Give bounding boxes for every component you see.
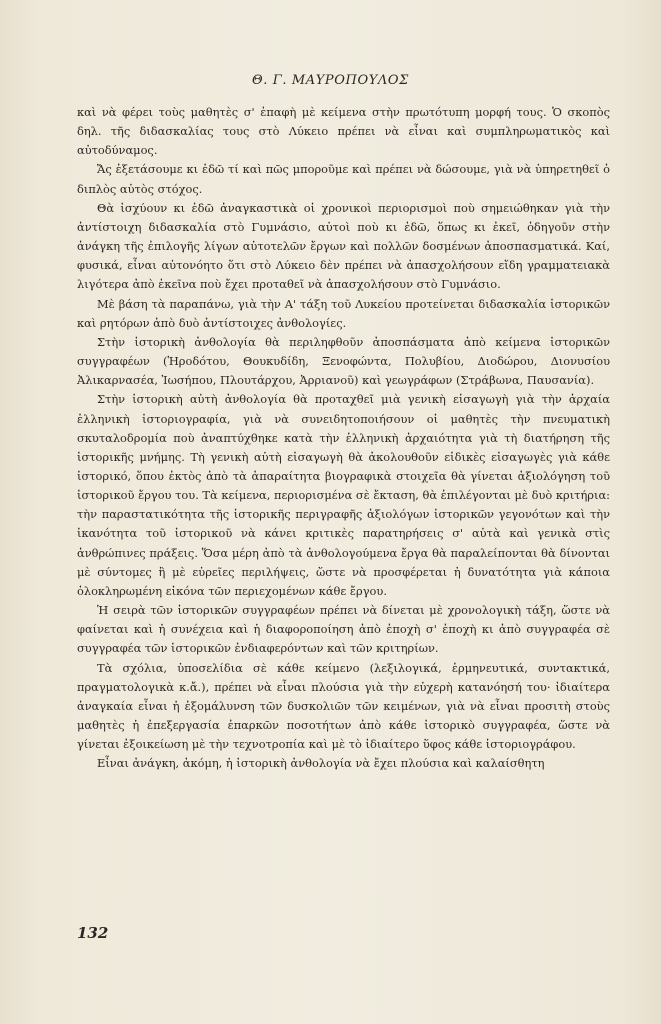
page-number: 132 — [77, 924, 109, 942]
paragraph-4: Μὲ βάση τὰ παραπάνω, γιὰ τὴν Α' τάξη τοῦ Λυκείου προτείνεται διδασκαλία ἱστορικῶν καὶ ρητόρων ἀπὸ δυὸ ἀντίστοιχες ἀνθολογίες. — [77, 296, 610, 330]
running-header: Θ. Γ. ΜΑΥΡΟΠΟΥΛΟΣ — [252, 73, 409, 88]
paragraph-2: Ἄς ἐξετάσουμε κι ἐδῶ τί καὶ πῶς μποροῦμε καὶ πρέπει νὰ δώσουμε, γιὰ νὰ ὑπηρετηθεῖ ὁ διπλὸς αὐτὸς στόχος. — [77, 162, 610, 196]
paragraph-8: Τὰ σχόλια, ὑποσελίδια σὲ κάθε κείμενο (λεξιλογικά, ἑρμηνευτικά, συντακτικά, πραγματολογικὰ κ.ἄ.), πρέπει νὰ εἶναι πλούσια γιὰ τὴν εὐχερὴ κατανόησή του· ἰδιαίτερα ἀναγκαία εἶναι ἡ ἐξομάλυνση τῶν δυσκολιῶν τῶν κειμένων, γιὰ νὰ εἶναι προσιτὴ στοὺς μαθητὲς ἡ ἐπεξεργασία ἐπαρκῶν ποσοτήτων ἀπὸ κάθε ἱστορικὸ συγγραφέα, ὥστε νὰ γίνεται ἐξοικείωση μὲ τὴν τεχνοτροπία καὶ μὲ τὸ ἰδιαίτερο ὕφος κάθε ἱστοριογράφου. — [77, 660, 610, 752]
paragraph-9: Εἶναι ἀνάγκη, ἀκόμη, ἡ ἱστορικὴ ἀνθολογία νὰ ἔχει πλούσια καὶ καλαίσθητη — [97, 756, 545, 771]
paragraph-1: καὶ νὰ φέρει τοὺς μαθητὲς σ' ἐπαφὴ μὲ κείμενα στὴν πρωτότυπη μορφή τους. Ὁ σκοπὸς δηλ. τῆς διδασκαλίας τους στὸ Λύκειο πρέπει νὰ εἶναι καὶ συμπληρωματικὸς καὶ αὐτοδύναμος. — [77, 105, 610, 158]
paragraph-5: Στὴν ἱστορικὴ ἀνθολογία θὰ περιληφθοῦν ἀποσπάσματα ἀπὸ κείμενα ἱστορικῶν συγγραφέων (Ἡροδότου, Θουκυδίδη, Ξενοφώντα, Πολυβίου, Διοδώρου, Διονυσίου Ἀλικαρνασέα, Ἰωσήπου, Πλουτάρχου, Ἀρριανοῦ) καὶ γεωγράφων (Στράβωνα, Παυσανία). — [77, 334, 610, 388]
body-text — [77, 103, 610, 773]
paragraph-7: Ἡ σειρὰ τῶν ἱστορικῶν συγγραφέων πρέπει νὰ δίνεται μὲ χρονολογικὴ τάξη, ὥστε νὰ φαίνεται καὶ ἡ συνέχεια καὶ ἡ διαφοροποίηση ἀπὸ ἐποχὴ σ' ἐποχὴ κι ἀπὸ συγγραφέα σὲ συγγραφέα τῶν ἱστορικῶν ἐνδιαφερόντων καὶ τῶν κριτηρίων. — [77, 603, 610, 656]
paragraph-3: Θὰ ἰσχύουν κι ἐδῶ ἀναγκαστικὰ οἱ χρονικοὶ περιορισμοὶ ποὺ σημειώθηκαν γιὰ τὴν ἀντίστοιχη διδασκαλία στὸ Γυμνάσιο, αὐτοὶ ποὺ κι ἐδῶ, ὅπως κι ἐκεῖ, ὁδηγοῦν στὴν ἀνάγκη τῆς ἐπιλογῆς λίγων αὐτοτελῶν ἔργων καὶ πολλῶν δοσμένων ἀποσπασματικά. Καί, φυσικά, εἶναι αὐτονόητο ὅτι στὸ Λύκειο δὲν πρέπει νὰ ἀπασχολήσουν εἴδη γραμματειακὰ λιγότερα ἀπὸ ἐκεῖνα ποὺ ἔχει προταθεῖ νὰ ἀπασχολήσουν στὸ Γυμνάσιο. — [77, 200, 610, 292]
paragraph-6: Στὴν ἱστορικὴ αὐτὴ ἀνθολογία θὰ προταχθεῖ μιὰ γενικὴ εἰσαγωγὴ γιὰ τὴν ἀρχαία ἑλληνικὴ ἱστοριογραφία, γιὰ νὰ συνειδητοποιήσουν οἱ μαθητὲς τὴν πνευματικὴ σκυταλοδρομία ποὺ ἀναπτύχθηκε κατὰ τὴν ἑλληνικὴ ἀρχαιότητα γιὰ τὴ διατήρηση τῆς ἱστορικῆς μνήμης. Τὴ γενικὴ αὐτὴ εἰσαγωγὴ θὰ ἀκολουθοῦν εἰδικὲς εἰσαγωγὲς γιὰ κάθε ἱστορικό, ὅπου ἐκτὸς ἀπὸ τὰ ἀπαραίτητα βιογραφικὰ στοιχεῖα θὰ γίνεται ἀξιολόγηση τοῦ ἱστορικοῦ ἔργου του. Τὰ κείμενα, περιορισμένα σὲ ἔκταση, θὰ ἐπιλέγονται μὲ δυὸ κριτήρια: τὴν παραστατικότητα τῆς ἱστορικῆς περιγραφῆς ἀξιολόγων ἱστορικῶν γεγονότων καὶ τὴν ἱκανότητα τοῦ ἱστορικοῦ νὰ κάνει κριτικὲς παρατηρήσεις σ' αὐτὰ καὶ γενικὰ στὶς ἀνθρώπινες πράξεις. Ὅσα μέρη ἀπὸ τὰ ἀνθολογούμενα ἔργα θὰ παραλείπονται θὰ δίνονται μὲ σύντομες ἢ μὲ εὐρεῖες περιλήψεις, ὥστε νὰ προσφέρεται ἡ δυνατότητα γιὰ κάποια ὁλοκληρωμένη εἰκόνα τῶν περιεχομένων κάθε ἔργου. — [77, 392, 610, 598]
